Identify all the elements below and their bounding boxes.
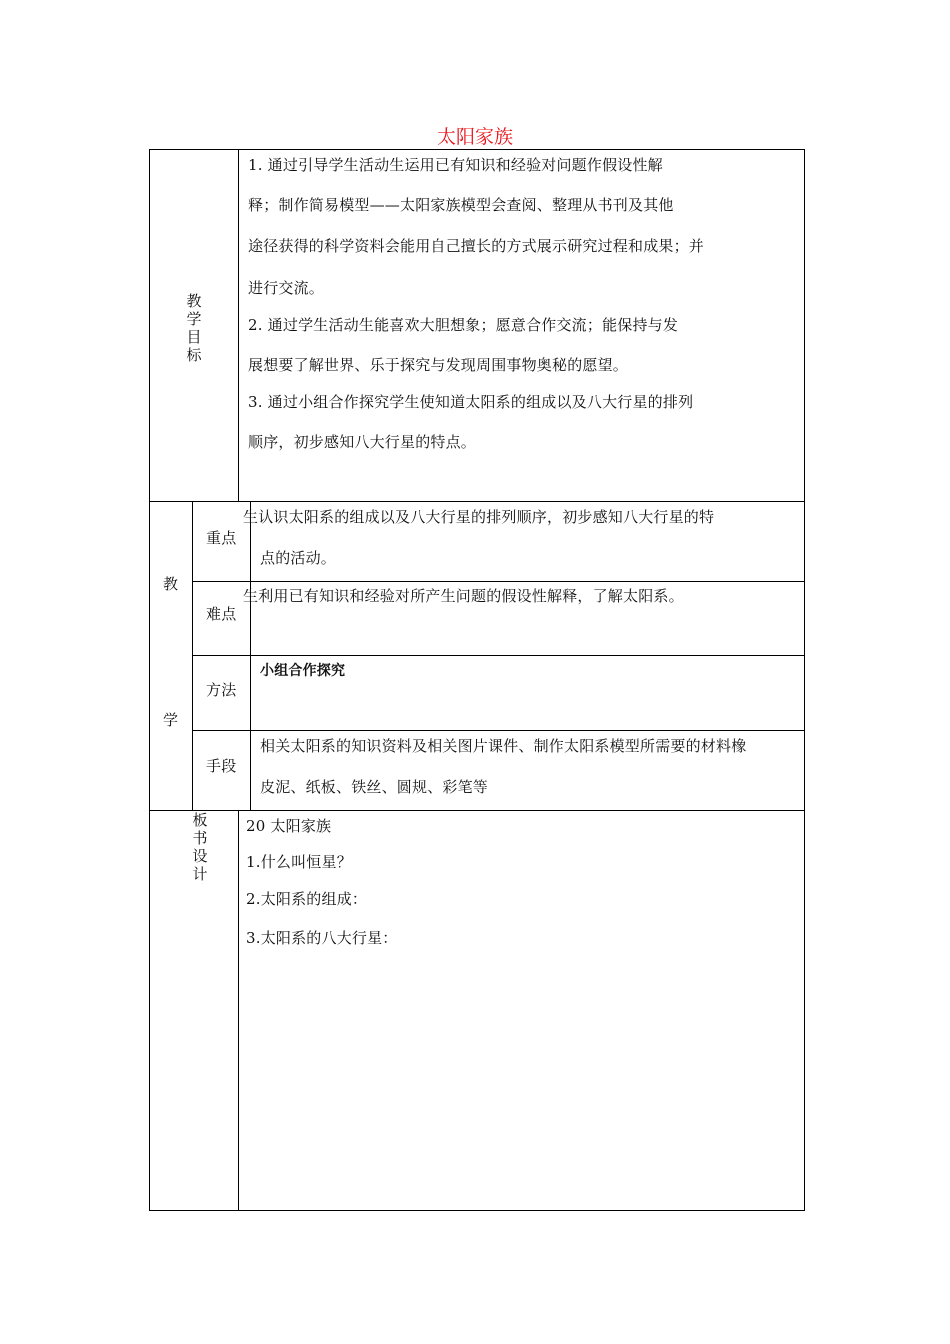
objective-line: 进行交流。 (248, 279, 325, 297)
document-title: 太阳家族 (436, 126, 513, 148)
teaching-label-top: 教 (163, 575, 179, 593)
method-text: 小组合作探究 (260, 663, 346, 679)
board-line: 3.太阳系的八大行星： (246, 929, 398, 947)
board-line: 1.什么叫恒星？ (246, 853, 352, 871)
difficulties-text: 生利用已有知识和经验对所产生问题的假设性解释，了解太阳系。 (243, 587, 684, 605)
difficulties-label: 难点 (206, 605, 237, 623)
board-line: 20 太阳家族 (246, 817, 332, 835)
board-line: 2.太阳系的组成： (246, 890, 368, 908)
key-points-text: 点的活动。 (260, 549, 337, 567)
objectives-label: 教 学 目 标 (186, 292, 202, 364)
means-label: 手段 (206, 757, 237, 775)
key-points-label: 重点 (206, 529, 237, 547)
method-label: 方法 (206, 681, 237, 699)
means-text: 皮泥、纸板、铁丝、圆规、彩笔等 (260, 778, 489, 796)
objective-line: 途径获得的科学资料会能用自己擅长的方式展示研究过程和成果；并 (248, 237, 705, 255)
objective-line: 1. 通过引导学生活动生运用已有知识和经验对问题作假设性解 (248, 156, 663, 174)
objective-line: 顺序，初步感知八大行星的特点。 (248, 433, 477, 451)
objective-line: 展想要了解世界、乐于探究与发现周围事物奥秘的愿望。 (248, 356, 629, 374)
objective-line: 释；制作简易模型——太阳家族模型会查阅、整理从书刊及其他 (248, 196, 674, 214)
board-design-label: 板 书 设 计 (192, 811, 208, 883)
teaching-label-bottom: 学 (163, 711, 179, 729)
key-points-text: 生认识太阳系的组成以及八大行星的排列顺序，初步感知八大行星的特 (243, 508, 715, 526)
objective-line: 3. 通过小组合作探究学生使知道太阳系的组成以及八大行星的排列 (248, 393, 694, 411)
objective-line: 2. 通过学生活动生能喜欢大胆想象；愿意合作交流；能保持与发 (248, 316, 679, 334)
means-text: 相关太阳系的知识资料及相关图片课件、制作太阳系模型所需要的材料橡 (260, 737, 747, 755)
